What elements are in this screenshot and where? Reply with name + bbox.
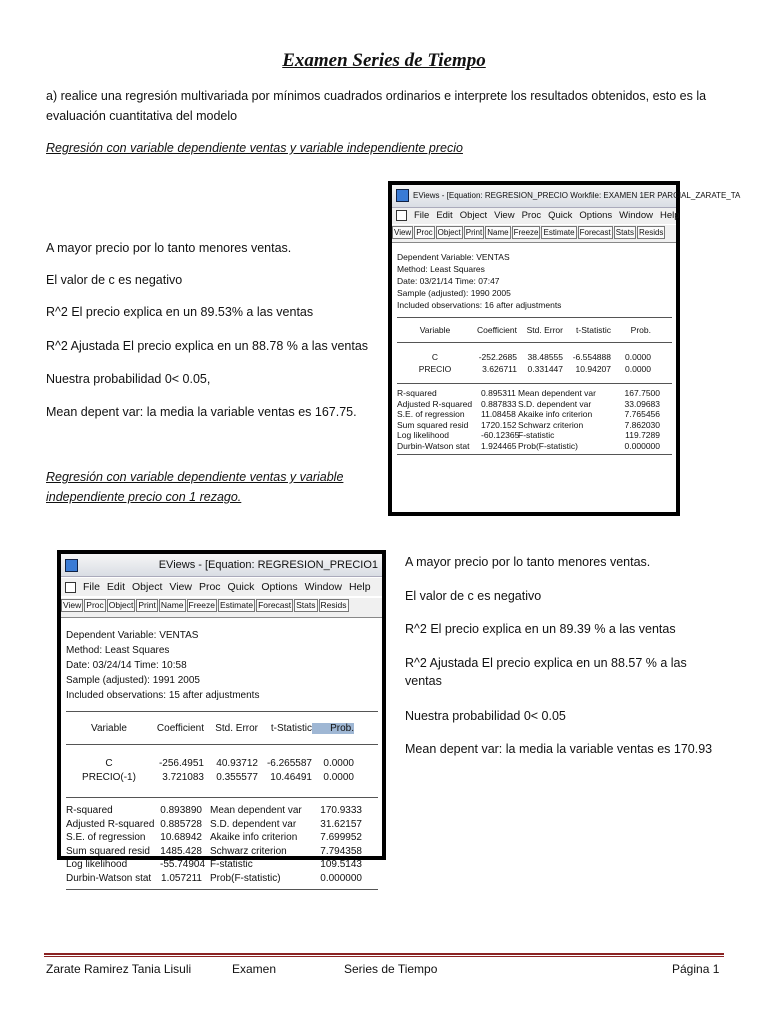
column-header: Coefficient [156, 722, 204, 734]
resids-button[interactable]: Resids [320, 600, 347, 610]
s2-note: El valor de c es negativo [405, 589, 542, 603]
menu-object[interactable]: Object [132, 581, 163, 593]
header-line: Included observations: 15 after adjustments [66, 690, 260, 701]
menu-proc[interactable]: Proc [521, 210, 542, 221]
menu-proc[interactable]: Proc [198, 581, 221, 593]
window-control-icon[interactable] [396, 210, 407, 221]
header-line: Date: 03/24/14 Time: 10:58 [66, 660, 187, 671]
stats-row: S.E. of regression 10.68942 Akaike info criterion 7.699952 [66, 832, 362, 843]
print-button[interactable]: Print [138, 600, 156, 610]
menu-edit[interactable]: Edit [436, 210, 453, 221]
s1-note: R^2 Ajustada El precio explica en un 88.78 % a las ventas [46, 339, 369, 353]
column-header: Std. Error [215, 722, 258, 734]
window2-equation-output [61, 618, 382, 884]
column-header: Variable [91, 722, 127, 734]
column-header: Variable [419, 325, 451, 335]
stats-row: Log likelihood -60.12365 F-statistic 119.7289 [397, 430, 660, 440]
header-line: Included observations: 16 after adjustments [397, 300, 562, 310]
stats-row: Log likelihood -55.74904 F-statistic 109.5143 [66, 859, 362, 870]
section2-heading-line1: Regresión con variable dependiente ventas y variable [46, 470, 344, 484]
question-text: a) realice una regresión multivariada por mínimos cuadrados ordinarios e interprete los resultados obtenidos, esto es la evaluación cuantitativa del modelo [46, 89, 707, 123]
s2-note: A mayor precio por lo tanto menores ventas. [405, 555, 651, 569]
section2-heading-line2: independiente precio con 1 rezago. [46, 490, 242, 504]
menu-view[interactable]: View [169, 581, 192, 593]
menu-help[interactable]: Help [659, 210, 680, 221]
stats-row: Adjusted R-squared 0.887833 S.D. dependent var 33.09683 [397, 398, 660, 409]
window1-title: EViews - [Equation: REGRESION_PRECIO Workfile: EXAMEN 1ER PARCIAL_ZARATE_TA [413, 191, 741, 200]
forecast-button[interactable]: Forecast [258, 600, 292, 610]
stats-button[interactable]: Stats [296, 600, 316, 610]
footer-divider [44, 956, 724, 957]
s1-note: Nuestra probabilidad 0< 0.05, [46, 372, 211, 386]
freeze-button[interactable]: Freeze [513, 228, 539, 237]
header-line: Sample (adjusted): 1991 2005 [66, 675, 200, 686]
footer-author: Zarate Ramirez Tania Lisuli [46, 962, 192, 976]
column-header: Coefficient [476, 325, 517, 335]
view-button[interactable]: View [63, 600, 82, 610]
proc-button[interactable]: Proc [416, 228, 433, 237]
equation-header [397, 251, 672, 311]
column-header: Prob. [312, 723, 354, 734]
footer-subject: Series de Tiempo [344, 962, 438, 976]
menu-options[interactable]: Options [261, 581, 298, 593]
menu-help[interactable]: Help [348, 581, 371, 593]
name-button[interactable]: Name [487, 228, 509, 237]
header-line: Date: 03/21/14 Time: 07:47 [397, 276, 500, 286]
stats-row: Sum squared resid 1720.152 Schwarz criterion 7.862030 [397, 419, 660, 430]
name-button[interactable]: Name [160, 600, 184, 610]
column-header: t-Statistic [576, 325, 611, 335]
proc-button[interactable]: Proc [86, 600, 104, 610]
resids-button[interactable]: Resids [638, 228, 664, 237]
window2-titlebar[interactable] [61, 554, 382, 577]
header-line: Dependent Variable: VENTAS [397, 252, 510, 262]
window2-toolbar [61, 598, 382, 618]
stats-row: Adjusted R-squared 0.885728 S.D. dependent var 31.62157 [66, 818, 362, 830]
menu-quick[interactable]: Quick [227, 581, 255, 593]
menu-window[interactable]: Window [304, 581, 342, 593]
eviews-app-icon [396, 189, 409, 202]
s1-note: A mayor precio por lo tanto menores ventas. [46, 241, 292, 255]
table-row: PRECIO 3.626711 0.331447 10.94207 0.0000 [418, 364, 651, 374]
menu-object[interactable]: Object [459, 210, 488, 221]
menu-file[interactable]: File [414, 210, 430, 221]
window-control-icon[interactable] [65, 582, 76, 593]
stats-button[interactable]: Stats [615, 228, 634, 237]
object-button[interactable]: Object [108, 600, 134, 610]
equation-header [66, 628, 378, 703]
menu-file[interactable]: File [83, 581, 100, 593]
table-row: C -256.4951 40.93712 -6.265587 0.0000 [105, 758, 354, 769]
object-button[interactable]: Object [437, 228, 461, 237]
stats-row: R-squared 0.895311 Mean dependent var 167.7500 [397, 388, 660, 398]
header-line: Sample (adjusted): 1990 2005 [397, 288, 511, 298]
table-row: PRECIO(-1) 3.721083 0.355577 10.46491 0.0000 [82, 772, 354, 783]
stats-row: Sum squared resid 1485.428 Schwarz criterion 7.794358 [66, 845, 362, 857]
menu-edit[interactable]: Edit [106, 581, 126, 593]
footer-divider [44, 953, 724, 955]
menu-quick[interactable]: Quick [548, 210, 573, 221]
header-line: Method: Least Squares [397, 264, 485, 274]
footer-type: Examen [232, 962, 277, 976]
window1-toolbar [392, 225, 676, 243]
view-button[interactable]: View [394, 228, 412, 237]
section1-heading: Regresión con variable dependiente ventas y variable independiente precio [46, 141, 463, 155]
coef-table-header [397, 318, 672, 342]
s2-note: R^2 El precio explica en un 89.39 % a las ventas [405, 622, 676, 636]
window2-title: EViews - [Equation: REGRESION_PRECIO1 [158, 559, 378, 571]
s2-note: Mean depent var: la media la variable ventas es 170.93 [405, 742, 713, 756]
coef-table-header [66, 712, 378, 744]
window1-titlebar[interactable] [392, 185, 741, 208]
freeze-button[interactable]: Freeze [188, 600, 215, 610]
forecast-button[interactable]: Forecast [579, 228, 611, 237]
eviews-window-2 [57, 550, 386, 884]
footer-page-number: Página 1 [672, 962, 720, 976]
estimate-button[interactable]: Estimate [219, 600, 254, 610]
window1-menubar [392, 208, 680, 224]
menu-view[interactable]: View [494, 210, 515, 221]
window2-menubar [61, 578, 382, 596]
stats-row: S.E. of regression 11.08458 Akaike info criterion 7.765456 [397, 409, 660, 419]
s1-note: Mean depent var: la media la variable ventas es 167.75. [46, 405, 357, 419]
eviews-app-icon [65, 559, 78, 572]
stats-row: R-squared 0.893890 Mean dependent var 170.9333 [66, 805, 362, 816]
eviews-window-1 [388, 181, 741, 516]
print-button[interactable]: Print [465, 228, 483, 237]
s1-note: R^2 El precio explica en un 89.53% a las ventas [46, 305, 314, 319]
menu-options[interactable]: Options [579, 210, 613, 221]
s2-note: R^2 Ajustada El precio explica en un 88.57 % a las ventas [405, 656, 687, 688]
stats-row: Durbin-Watson stat 1.057211 Prob(F-statistic) 0.000000 [66, 872, 362, 884]
page-title: Examen Series de Tiempo [282, 50, 486, 71]
column-header: Std. Error [526, 325, 563, 335]
header-line: Method: Least Squares [66, 645, 170, 656]
stats-row: Durbin-Watson stat 1.924465 Prob(F-statistic) 0.000000 [397, 440, 660, 451]
table-row: C -252.2685 38.48555 -6.554888 0.0000 [431, 352, 651, 362]
menu-window[interactable]: Window [619, 210, 653, 221]
column-header: Prob. [630, 325, 651, 335]
s2-note: Nuestra probabilidad 0< 0.05 [405, 709, 566, 723]
column-header: t-Statistic [270, 722, 312, 734]
estimate-button[interactable]: Estimate [543, 228, 575, 237]
header-line: Dependent Variable: VENTAS [66, 630, 199, 641]
window1-equation-output [392, 243, 676, 512]
s1-note: El valor de c es negativo [46, 273, 183, 287]
